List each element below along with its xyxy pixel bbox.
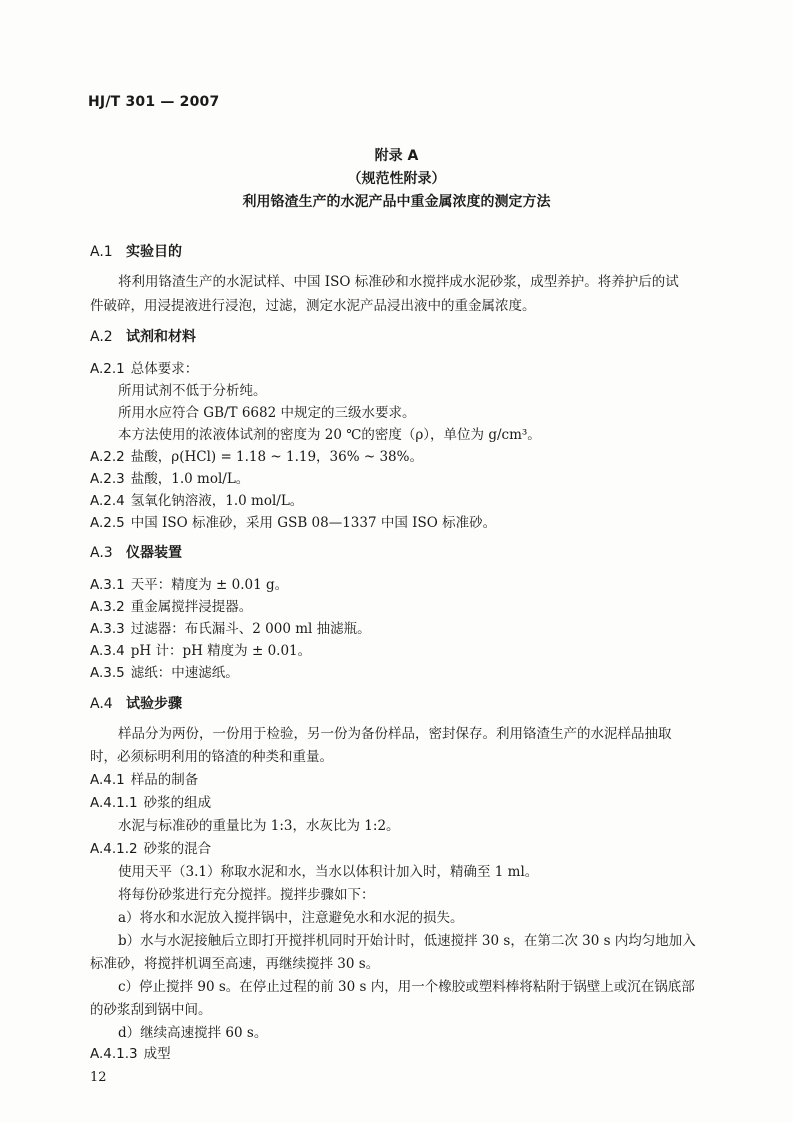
item-a413 <box>90 1042 171 1062</box>
item-number: A.2.4 <box>90 493 125 509</box>
section-title: 试验步骤 <box>126 696 182 712</box>
section-number: A.4 <box>90 696 113 712</box>
item-a223 <box>90 467 249 487</box>
item-a221-line: 所用水应符合 GB/T 6682 中规定的三级水要求。 <box>118 405 416 421</box>
step-b-continued: 标准砂，将搅拌机调至高速，再继续搅拌 30 s。 <box>90 956 380 972</box>
item-a412 <box>90 837 211 857</box>
item-text: 中国 ISO 标准砂，采用 GSB 08—1337 中国 ISO 标准砂。 <box>130 515 497 531</box>
item-text: 氢氧化钠溶液，1.0 mol/L。 <box>130 493 304 509</box>
a1-body-line: 将利用铬渣生产的水泥试样、中国 ISO 标准砂和水搅拌成水泥砂浆，成型养护。将养护后的试 <box>118 274 679 290</box>
item-number: A.3.4 <box>90 643 125 659</box>
item-number: A.2.3 <box>90 471 125 487</box>
item-text: 过滤器：布氏漏斗、2 000 ml 抽滤瓶。 <box>130 621 371 637</box>
item-a222 <box>90 445 423 465</box>
item-a224 <box>90 489 303 509</box>
step-d: d）继续高速搅拌 60 s。 <box>118 1025 268 1041</box>
page-number: 12 <box>90 1070 107 1085</box>
item-a34 <box>90 639 311 659</box>
section-a4-heading <box>90 693 182 713</box>
a4-body-line: 时，必须标明利用的铬渣的种类和重量。 <box>90 749 333 765</box>
item-a32 <box>90 595 252 615</box>
item-a411-line: 水泥与标准砂的重量比为 1:3，水灰比为 1:2。 <box>118 818 400 834</box>
appendix-label: 附录 A <box>374 148 419 164</box>
item-text: 重金属搅拌浸提器。 <box>130 599 253 615</box>
item-number: A.2.1 <box>90 361 125 377</box>
item-number: A.4.1.1 <box>90 795 138 811</box>
item-text: 总体要求： <box>130 361 199 377</box>
section-a3-heading <box>90 542 182 562</box>
item-a33 <box>90 617 371 637</box>
section-number: A.3 <box>90 545 113 561</box>
item-text: 盐酸，ρ(HCl) = 1.18 ~ 1.19，36% ~ 38%。 <box>130 449 423 465</box>
step-a: a）将水和水泥放入搅拌锅中，注意避免水和水泥的损失。 <box>118 910 464 926</box>
item-text: 天平：精度为 ± 0.01 g。 <box>130 577 289 593</box>
a4-body-line: 样品分为两份，一份用于检验，另一份为备份样品，密封保存。利用铬渣生产的水泥样品抽取 <box>118 726 672 742</box>
item-number: A.2.5 <box>90 515 125 531</box>
item-text: 砂浆的组成 <box>143 795 212 811</box>
item-a31 <box>90 573 288 593</box>
step-c-continued: 的砂浆刮到锅中间。 <box>90 1002 212 1018</box>
item-a412-line: 使用天平（3.1）称取水泥和水，当水以体积计加入时，精确至 1 ml。 <box>118 864 539 880</box>
item-number: A.3.2 <box>90 599 125 615</box>
item-a221-line: 本方法使用的浓液体试剂的密度为 20 ℃的密度（ρ），单位为 g/cm³。 <box>118 427 541 443</box>
appendix-title: 利用铬渣生产的水泥产品中重金属浓度的测定方法 <box>242 194 551 210</box>
appendix-type: （规范性附录） <box>347 171 446 187</box>
a1-body-line: 件破碎，用浸提液进行浸泡，过滤，测定水泥产品浸出液中的重金属浓度。 <box>90 298 536 314</box>
item-number: A.2.2 <box>90 449 125 465</box>
item-number: A.4.1.3 <box>90 1046 138 1062</box>
item-text: pH 计：pH 精度为 ± 0.01。 <box>130 643 312 659</box>
item-a411 <box>90 791 211 811</box>
step-c: c）停止搅拌 90 s。在停止过程的前 30 s 内，用一个橡胶或塑料棒将粘附于锅壁上或沉在锅底部 <box>118 979 695 995</box>
item-text: 滤纸：中速滤纸。 <box>130 665 239 681</box>
item-number: A.4.1 <box>90 772 125 788</box>
section-title: 试剂和材料 <box>126 329 196 345</box>
item-text: 样品的制备 <box>130 772 199 788</box>
item-number: A.3.3 <box>90 621 125 637</box>
item-a221-line: 所用试剂不低于分析纯。 <box>118 383 267 399</box>
item-a221 <box>90 357 198 377</box>
section-a1-heading <box>90 241 182 261</box>
item-text: 盐酸，1.0 mol/L。 <box>130 471 250 487</box>
item-a41 <box>90 768 198 788</box>
item-a412-line: 将每份砂浆进行充分搅拌。搅拌步骤如下： <box>118 887 375 903</box>
step-b: b）水与水泥接触后立即打开搅拌机同时开始计时，低速搅拌 30 s，在第二次 30 s 内均匀地加入 <box>118 933 696 949</box>
section-title: 仪器装置 <box>126 545 182 561</box>
section-a2-heading <box>90 326 196 346</box>
item-number: A.4.1.2 <box>90 841 138 857</box>
item-a35 <box>90 661 239 681</box>
section-number: A.1 <box>90 244 113 260</box>
section-title: 实验目的 <box>126 244 182 260</box>
item-a225 <box>90 511 496 531</box>
section-number: A.2 <box>90 329 113 345</box>
item-text: 砂浆的混合 <box>143 841 212 857</box>
item-number: A.3.1 <box>90 577 125 593</box>
item-number: A.3.5 <box>90 665 125 681</box>
item-text: 成型 <box>143 1046 171 1062</box>
document-code-header: HJ/T 301 — 2007 <box>88 94 220 110</box>
